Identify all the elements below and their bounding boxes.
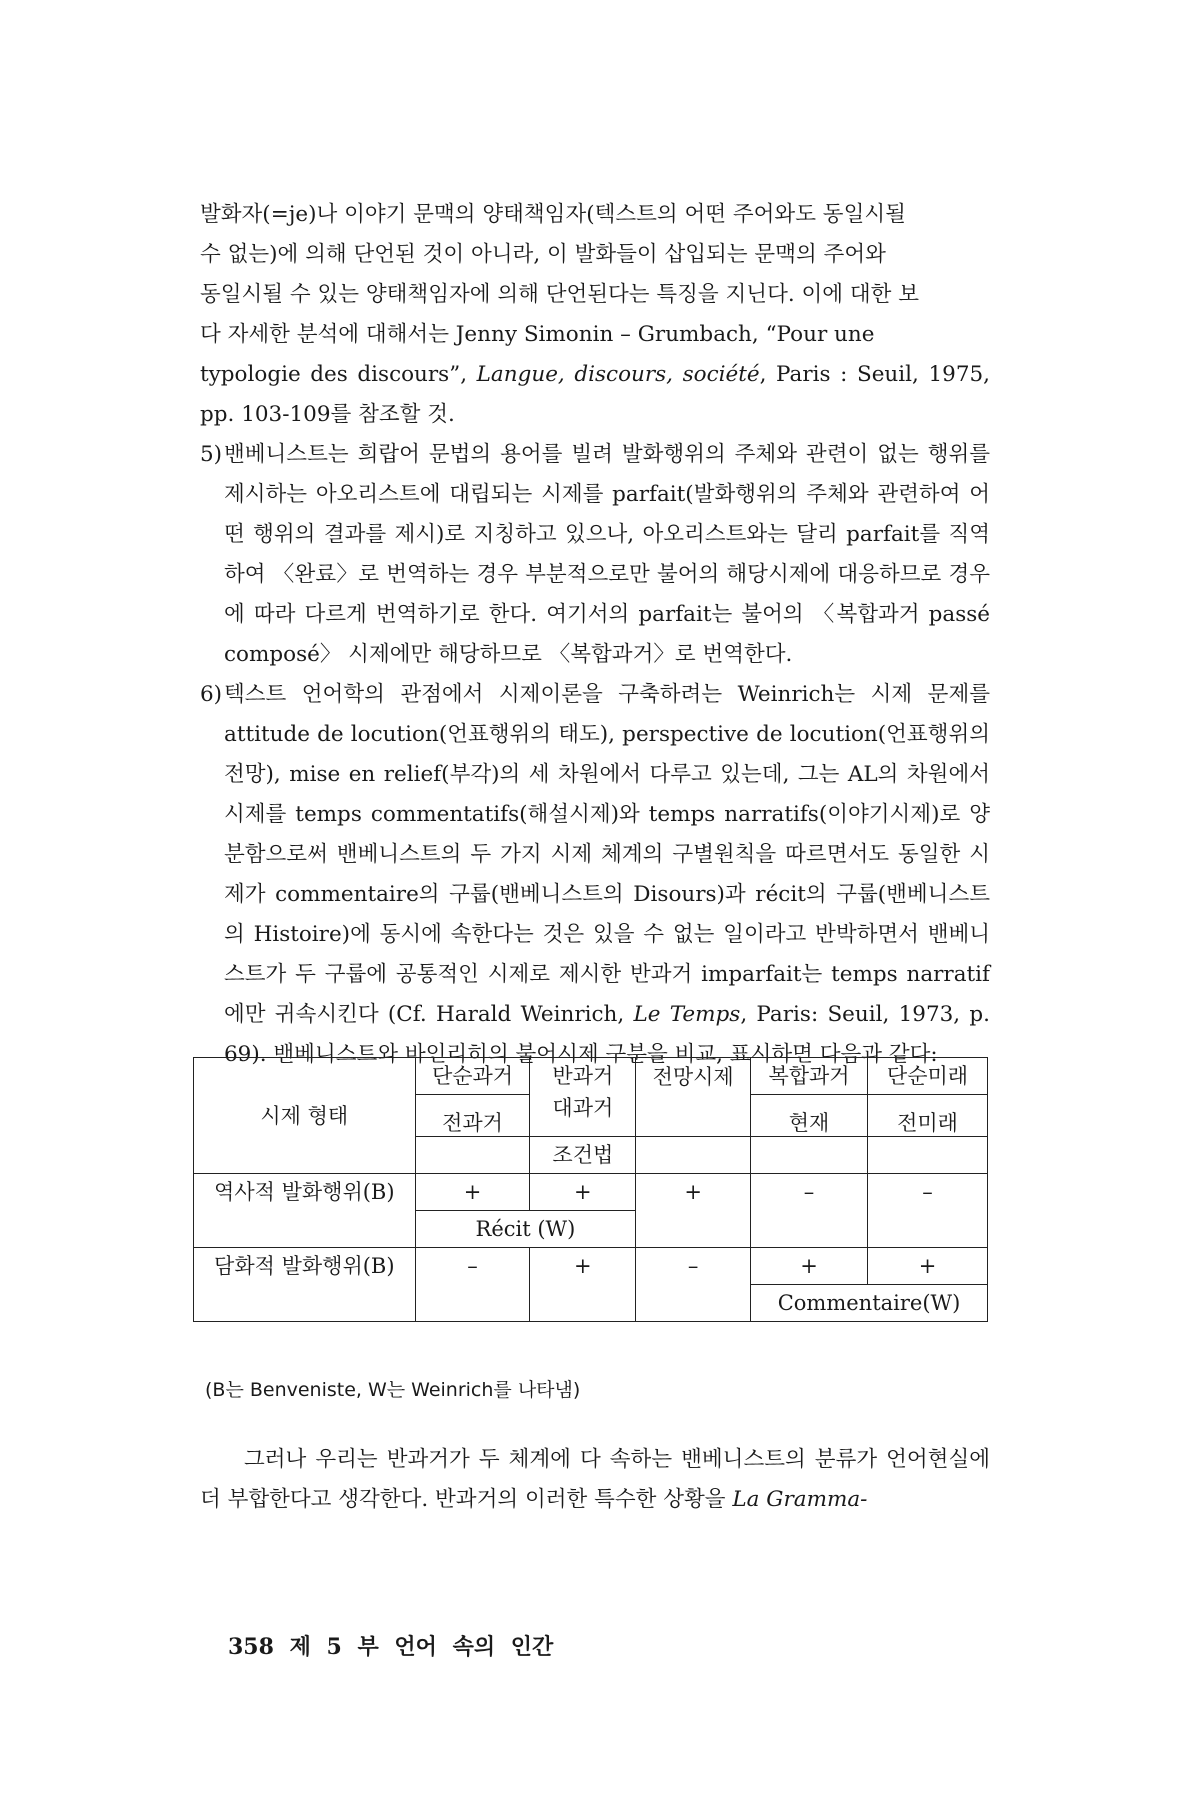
intro-line-1: 발화자(=je)나 이야기 문맥의 양태책임자(텍스트의 어떤 주어와도 동일시될 <box>200 202 906 227</box>
cell-compound-past: 복합과거 <box>751 1058 868 1095</box>
discourse-mark-1: – <box>415 1248 530 1322</box>
intro-paragraph <box>200 195 990 435</box>
historical-mark-1: + <box>415 1174 530 1211</box>
intro-line-4: 다 자세한 분석에 대해서는 Jenny Simonin – Grumbach, “Pour une <box>200 322 875 347</box>
cell-present-bottom <box>751 1137 868 1174</box>
cell-future-bottom <box>868 1137 988 1174</box>
closing-title: La Gramma- <box>732 1487 868 1512</box>
discourse-mark-4: + <box>751 1248 868 1285</box>
historical-mark-3: + <box>636 1174 751 1248</box>
page-footer <box>228 1630 553 1661</box>
cell-present: 현재 <box>751 1095 868 1137</box>
footnote-5-text: 밴베니스트는 희랍어 문법의 용어를 빌려 발화행위의 주체와 관련이 없는 행위를 제시하는 아오리스트에 대립되는 시제를 parfait(발화행위의 주체와 관련하여 어떤 행위의 결과를 제시)로 지칭하고 있으나, 아오리스트와는 달리 parfait를 직역하여 〈완료〉로 번역하는 경우 부분적으로만 불어의 해당시제에 대응하므로 경우에 따라 다르게 번역하기로 한다. 여기서의 parfait는 불어의 〈복합과거 passé composé〉 시제에만 해당하므로 〈복합과거〉로 번역한다. <box>224 442 990 667</box>
commentaire-label: Commentaire(W) <box>751 1285 988 1322</box>
historical-mark-2: + <box>530 1174 636 1211</box>
cell-simple-past: 단순과거 <box>415 1058 530 1095</box>
footnote-6-post: , Paris: Seuil, 1973, p. 69). 밴베니스트와 바인리히의 불어시제 구분을 비교, 표시하면 다음과 같다: <box>224 1002 990 1067</box>
footnote-6-text: 텍스트 언어학의 관점에서 시제이론을 구축하려는 Weinrich는 시제 문제를 attitude de locution(언표행위의 태도), perspective de locution(언표행위의 전망), mise en relief(부각)의 세 차원에서 다루고 있는데, 그는 AL의 차원에서 시제를 temps commentatifs(해설시제)와 temps narratifs(이야기시제)로 양분함으로써 밴베니스트의 두 가지 시제 체계의 구별원칙을 따르면서도 동일한 시제가 commentaire의 구룹(밴베니스트의 Disours)과 récit의 구룹(밴베니스트의 Histoire)에 동시에 속한다는 것은 있을 수 없는 일이라고 반박하면서 밴베니스트가 두 구룹에 공통적인 시제로 제시한 반과거 imparfait는 temps narratif에만 귀속시킨다 (Cf. Harald Weinrich, <box>224 682 990 1027</box>
page-number: 358 <box>228 1634 274 1660</box>
cell-blank-left <box>415 1137 530 1174</box>
cell-prospective: 전망시제 <box>636 1058 751 1101</box>
table-caption: (B는 Benveniste, W는 Weinrich를 나타냄) <box>205 1379 581 1401</box>
cell-conditional: 조건법 <box>530 1137 636 1174</box>
footnote-6 <box>200 675 990 1075</box>
footnote-6-body <box>224 675 990 1075</box>
footnote-6-number: 6) <box>200 682 223 707</box>
historical-mark-5: – <box>868 1174 988 1248</box>
discourse-mark-5: + <box>868 1248 988 1285</box>
discourse-mark-3: – <box>636 1248 751 1322</box>
historical-mark-4: – <box>751 1174 868 1248</box>
cell-imperfect: 반과거 <box>530 1058 636 1095</box>
cell-future-anterior: 전미래 <box>868 1095 988 1137</box>
intro-line-3: 동일시될 수 있는 양태책임자에 의해 단언된다는 특징을 지닌다. 이에 대한 보 <box>200 282 920 307</box>
page-body <box>200 195 990 1075</box>
footnote-6-title: Le Temps <box>633 1002 741 1027</box>
tense-comparison-table <box>193 1057 988 1322</box>
part-title: 언어 속의 인간 <box>394 1634 554 1660</box>
part-label: 제 5 부 <box>289 1634 379 1660</box>
intro-ref-post: , Paris : Seuil, 1975, pp. 103-109를 참조할 것. <box>200 362 991 427</box>
recit-label: Récit (W) <box>415 1211 636 1248</box>
closing-paragraph <box>200 1440 990 1520</box>
cell-pluperfect: 대과거 <box>530 1095 636 1137</box>
cell-past-anterior: 전과거 <box>415 1095 530 1137</box>
footnote-5-number: 5) <box>200 442 223 467</box>
footnote-5 <box>200 435 990 675</box>
intro-ref-title: Langue, discours, société <box>476 362 760 387</box>
table-header-label: 시제 형태 <box>194 1058 416 1174</box>
discourse-mark-2: + <box>530 1248 636 1322</box>
cell-prospective-empty <box>636 1100 751 1137</box>
cell-simple-future: 단순미래 <box>868 1058 988 1095</box>
row-historical-label: 역사적 발화행위(B) <box>194 1174 416 1248</box>
cell-prospective-bottom <box>636 1137 751 1174</box>
intro-ref-pre: typologie des discours”, <box>200 362 477 387</box>
row-discourse-label: 담화적 발화행위(B) <box>194 1248 416 1322</box>
closing-text: 그러나 우리는 반과거가 두 체계에 다 속하는 밴베니스트의 분류가 언어현실에 더 부합한다고 생각한다. 반과거의 이러한 특수한 상황을 <box>200 1447 990 1512</box>
intro-line-2: 수 없는)에 의해 단언된 것이 아니라, 이 발화들이 삽입되는 문맥의 주어와 <box>200 242 886 267</box>
